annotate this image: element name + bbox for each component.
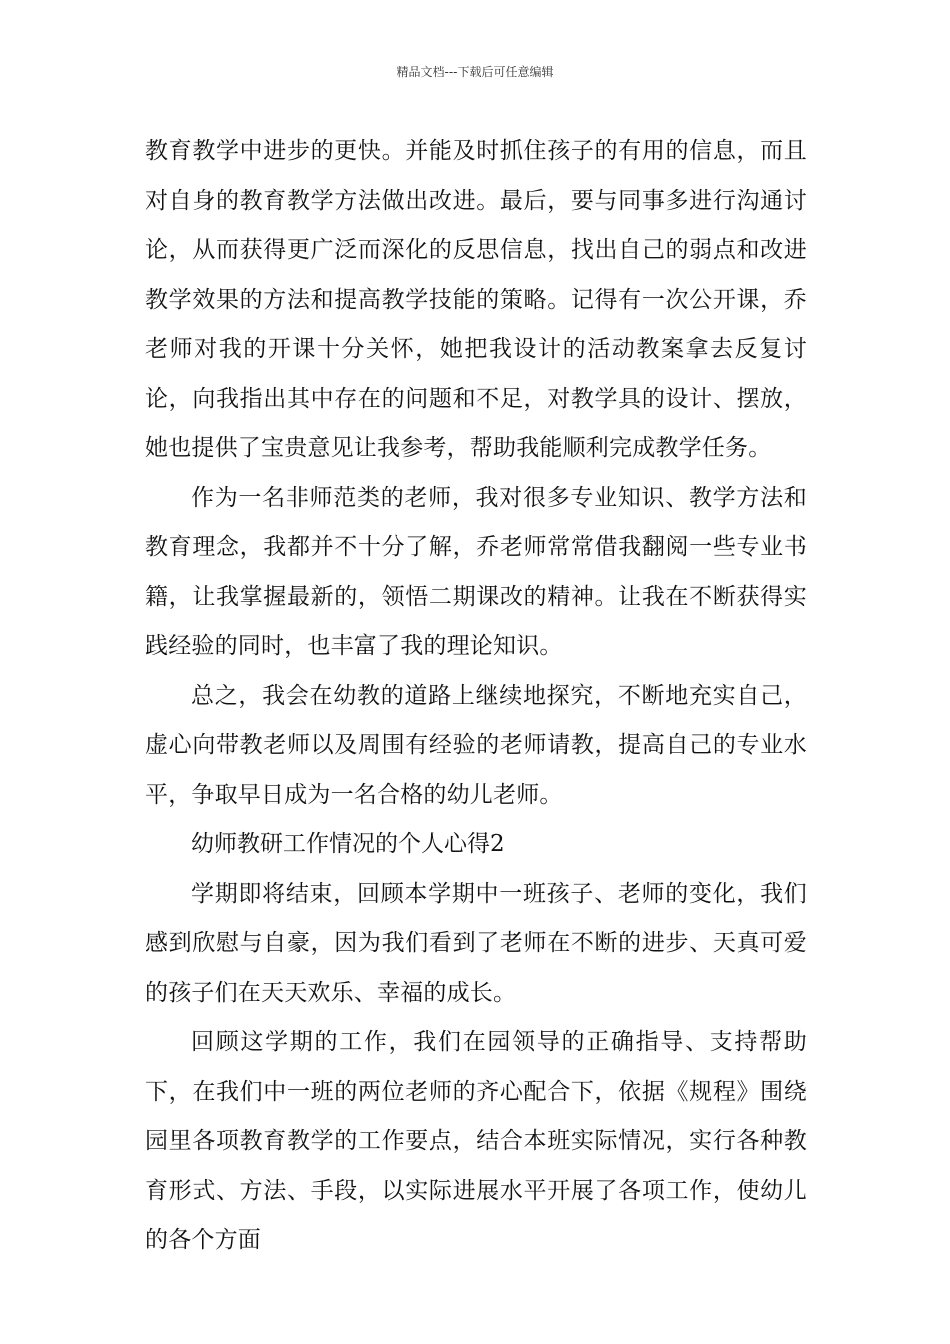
paragraph-work-review: 回顾这学期的工作，我们在园领导的正确指导、支持帮助下，在我们中一班的两位老师的齐心配合下，依据《规程》围绕园里各项教育教学的工作要点，结合本班实际情况，实行各种教育形式、方法、手段，以实际进展水平开展了各项工作，使幼儿的各个方面	[145, 1029, 807, 1253]
section-heading: 幼师教研工作情况的个人心得2	[191, 831, 505, 857]
paragraph-background: 作为一名非师范类的老师，我对很多专业知识、教学方法和教育理念，我都并不十分了解，乔老师常常借我翻阅一些专业书籍，让我掌握最新的，领悟二期课改的精神。让我在不断获得实践经验的同时，也丰富了我的理论知识。	[145, 484, 807, 659]
page-header: 精品文档---下载后可任意编辑	[396, 65, 554, 79]
paragraph-continued: 教育教学中进步的更快。并能及时抓住孩子的有用的信息，而且对自身的教育教学方法做出改进。最后，要与同事多进行沟通讨论，从而获得更广泛而深化的反思信息，找出自己的弱点和改进教学效果的方法和提高教学技能的策略。记得有一次公开课，乔老师对我的开课十分关怀，她把我设计的活动教案拿去反复讨论，向我指出其中存在的问题和不足，对教学具的设计、摆放，她也提供了宝贵意见让我参考，帮助我能顺利完成教学任务。	[145, 138, 807, 461]
document-body	[145, 127, 807, 1266]
paragraph-conclusion: 总之，我会在幼教的道路上继续地探究，不断地充实自己，虚心向带教老师以及周围有经验的老师请教，提高自己的专业水平，争取早日成为一名合格的幼儿老师。	[145, 682, 807, 808]
paragraph-semester-review: 学期即将结束，回顾本学期中一班孩子、老师的变化，我们感到欣慰与自豪，因为我们看到了老师在不断的进步、天真可爱的孩子们在天天欢乐、幸福的成长。	[145, 880, 807, 1006]
